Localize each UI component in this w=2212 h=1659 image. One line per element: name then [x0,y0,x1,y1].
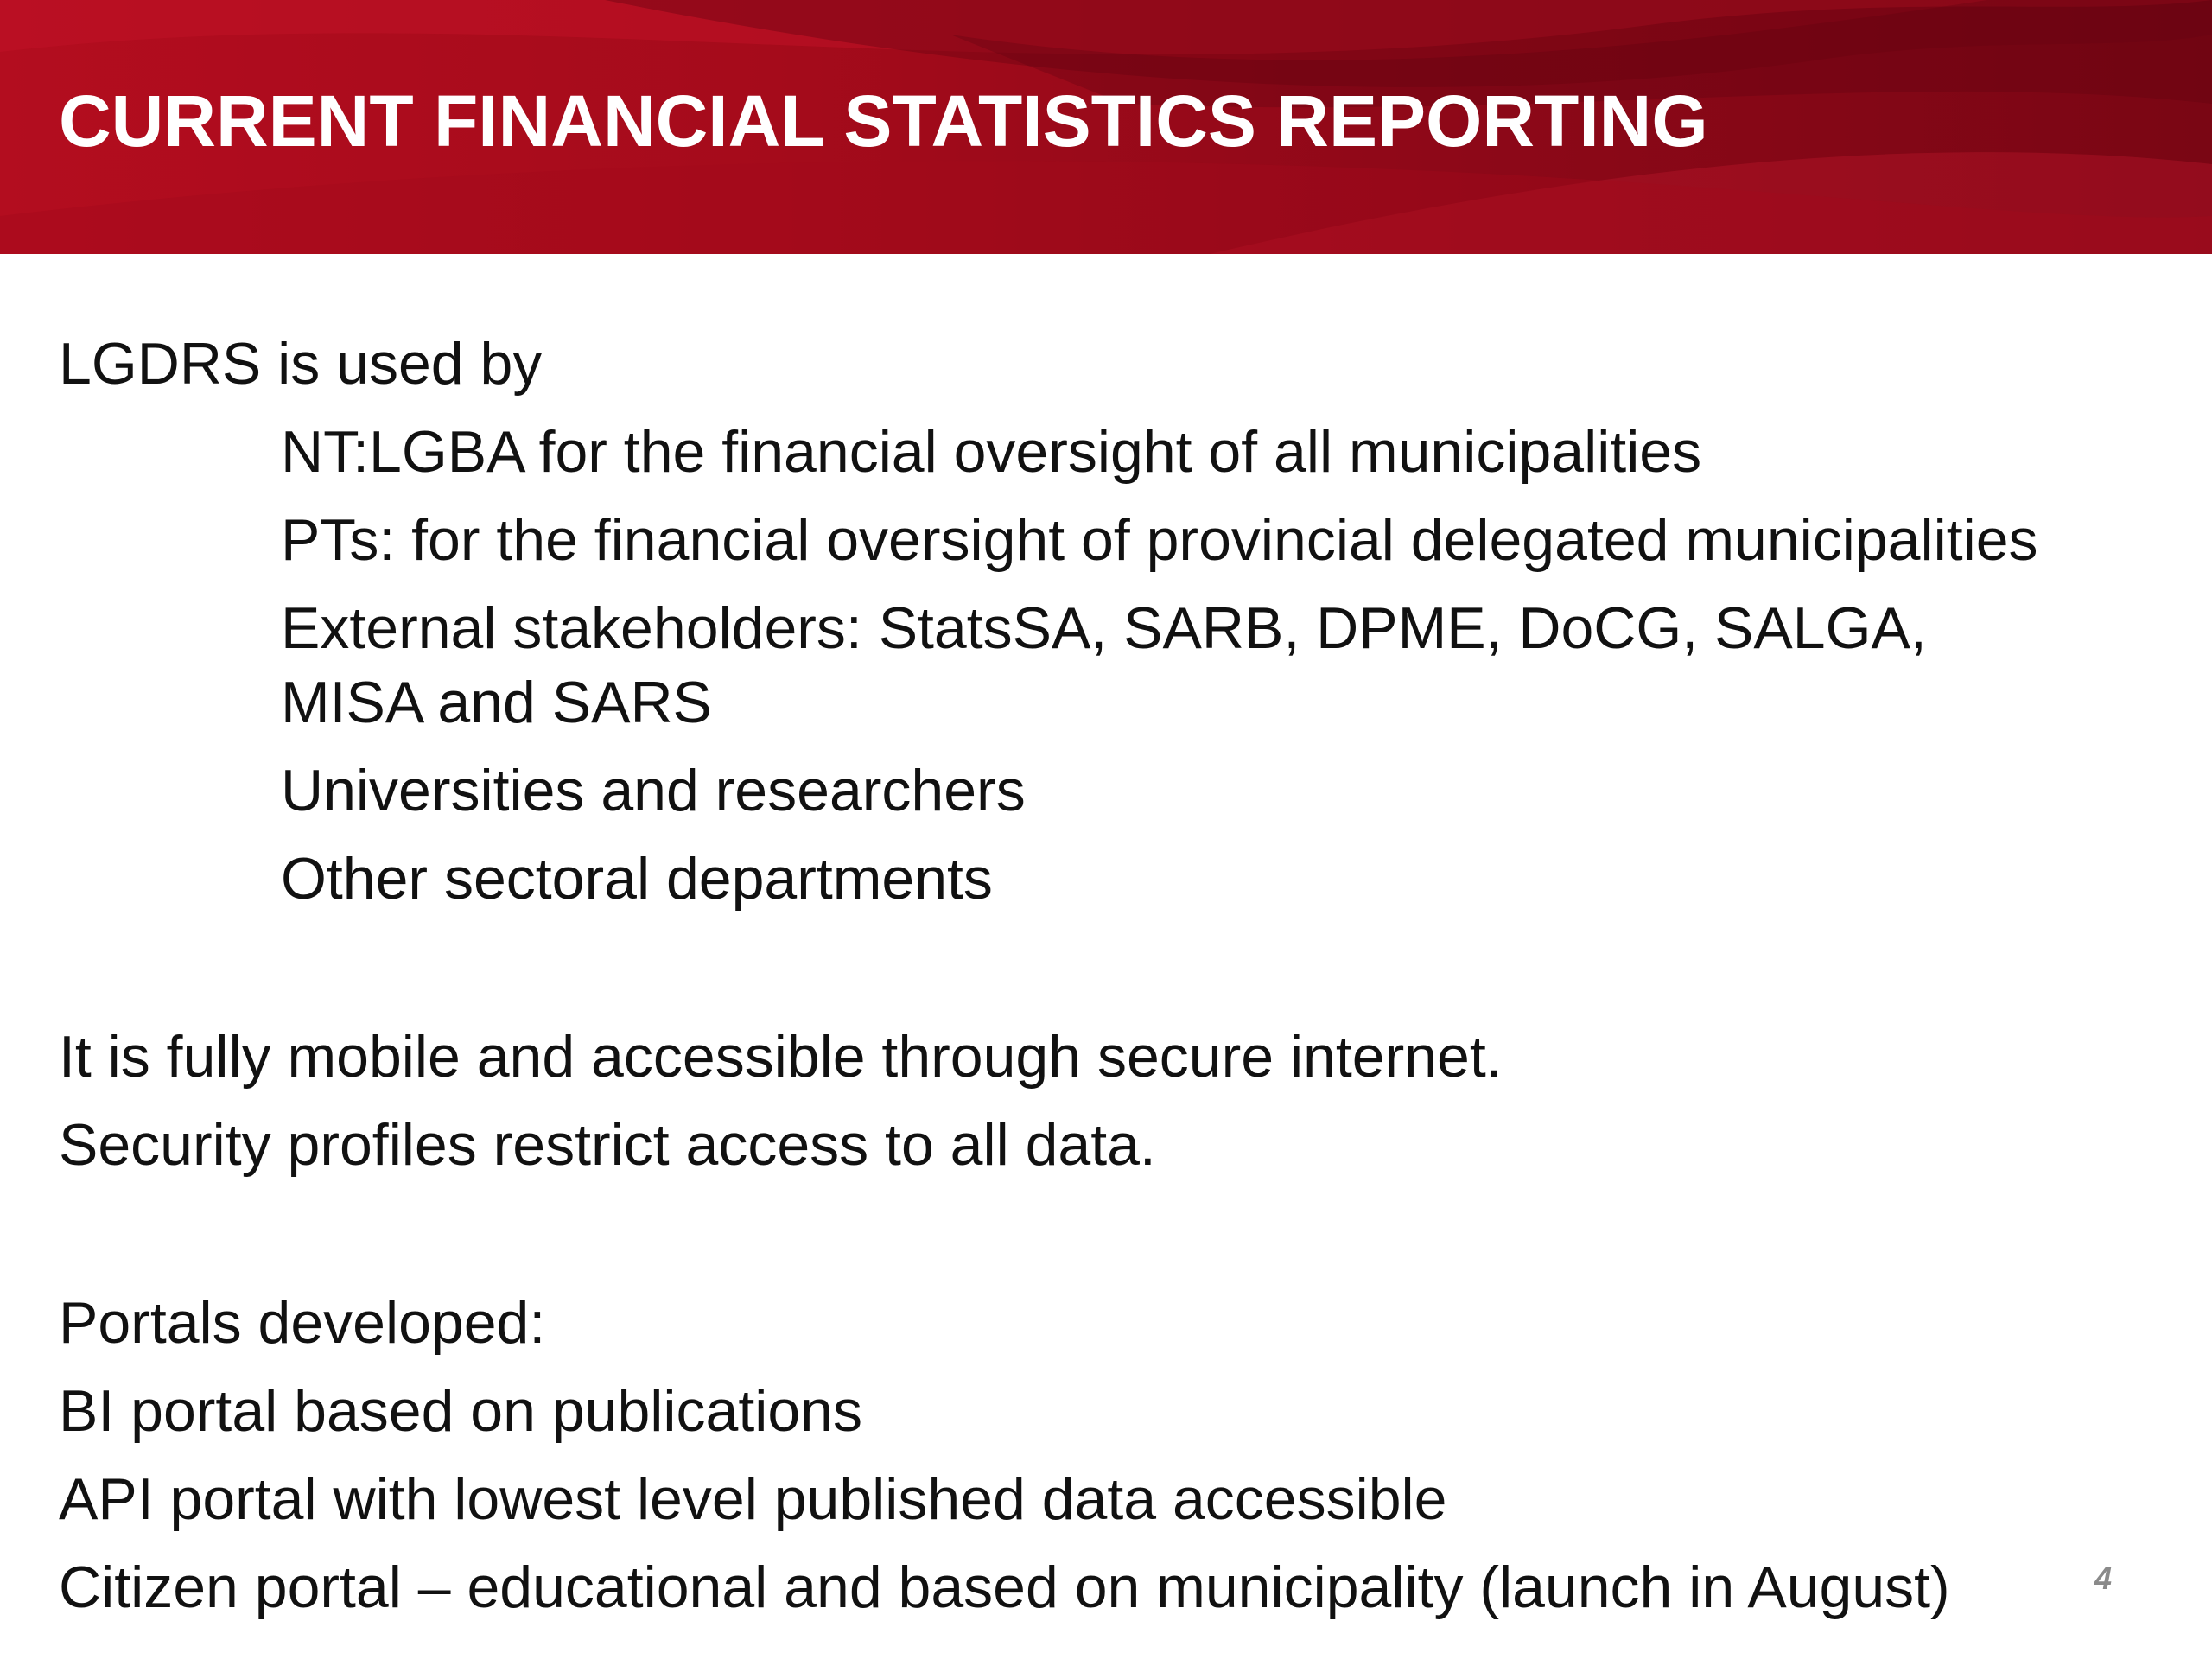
list-item: Other sectoral departments [281,846,993,912]
security-statement: Security profiles restrict access to all data. [59,1112,1156,1178]
portal-item: BI portal based on publications [59,1378,862,1444]
list-item: NT:LGBA for the financial oversight of all municipalities [281,419,1702,485]
list-item-continuation: MISA and SARS [281,670,712,735]
slide-header-banner [0,0,2212,254]
slide-title: CURRENT FINANCIAL STATISTICS REPORTING [59,80,1708,162]
list-item: External stakeholders: StatsSA, SARB, DPME, DoCG, SALGA, [281,595,1927,661]
users-intro: LGDRS is used by [59,331,543,397]
page-number: 4 [2094,1560,2113,1596]
list-item: PTs: for the financial oversight of provincial delegated municipalities [281,507,2038,573]
portals-heading: Portals developed: [59,1290,546,1356]
access-statement: It is fully mobile and accessible through secure internet. [59,1024,1503,1090]
list-item: Universities and researchers [281,758,1026,823]
portal-item: API portal with lowest level published data accessible [59,1466,1447,1532]
portal-item: Citizen portal – educational and based on municipality (launch in August) [59,1554,1950,1620]
